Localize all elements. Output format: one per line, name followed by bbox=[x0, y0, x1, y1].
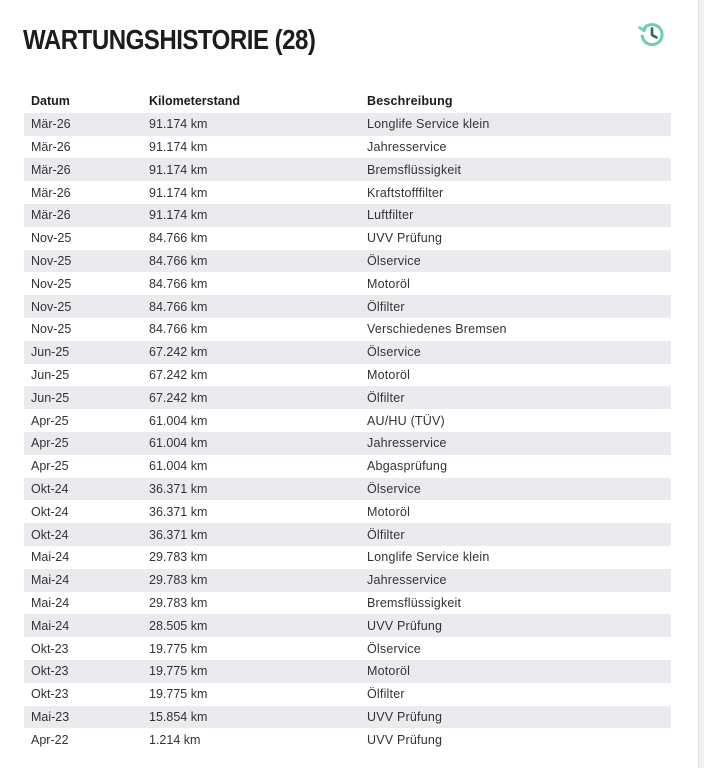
cell-description: UVV Prüfung bbox=[367, 709, 443, 724]
table-row bbox=[24, 318, 671, 341]
table-row bbox=[24, 683, 671, 706]
table-row bbox=[24, 136, 671, 159]
page-title: WARTUNGSHISTORIE (28) bbox=[23, 24, 316, 55]
cell-date: Apr-22 bbox=[31, 732, 69, 747]
table-row bbox=[24, 592, 671, 615]
cell-date: Nov-25 bbox=[31, 231, 72, 246]
table-row bbox=[24, 500, 671, 523]
cell-mileage: 91.174 km bbox=[149, 208, 208, 223]
cell-description: Verschiedenes Bremsen bbox=[367, 322, 507, 337]
cell-description: Ölfilter bbox=[367, 299, 405, 314]
table-row bbox=[24, 364, 671, 387]
cell-mileage: 67.242 km bbox=[149, 390, 208, 405]
cell-date: Nov-25 bbox=[31, 322, 72, 337]
cell-description: Motoröl bbox=[367, 276, 411, 291]
cell-date: Nov-25 bbox=[31, 276, 72, 291]
table-header bbox=[24, 90, 671, 113]
table-row bbox=[24, 204, 671, 227]
column-header-description: Beschreibung bbox=[367, 94, 453, 109]
cell-mileage: 91.174 km bbox=[149, 117, 208, 132]
maintenance-table bbox=[24, 90, 671, 751]
table-row bbox=[24, 569, 671, 592]
cell-description: Motoröl bbox=[367, 664, 411, 679]
table-row bbox=[24, 181, 671, 204]
cell-mileage: 36.371 km bbox=[149, 527, 208, 542]
cell-mileage: 91.174 km bbox=[149, 139, 208, 154]
cell-date: Okt-24 bbox=[31, 481, 69, 496]
table-body bbox=[24, 113, 671, 751]
cell-date: Apr-25 bbox=[31, 413, 69, 428]
cell-date: Mär-26 bbox=[31, 162, 71, 177]
cell-date: Mär-26 bbox=[31, 117, 71, 132]
cell-date: Mai-24 bbox=[31, 550, 70, 565]
cell-description: Ölfilter bbox=[367, 687, 405, 702]
cell-mileage: 91.174 km bbox=[149, 162, 208, 177]
cell-date: Mai-24 bbox=[31, 618, 70, 633]
cell-description: Ölfilter bbox=[367, 390, 405, 405]
cell-description: Ölservice bbox=[367, 641, 421, 656]
cell-description: Motoröl bbox=[367, 504, 411, 519]
cell-mileage: 19.775 km bbox=[149, 687, 208, 702]
cell-description: UVV Prüfung bbox=[367, 732, 443, 747]
cell-description: AU/HU (TÜV) bbox=[367, 413, 445, 428]
cell-description: Motoröl bbox=[367, 367, 411, 382]
table-row bbox=[24, 432, 671, 455]
cell-description: UVV Prüfung bbox=[367, 231, 443, 246]
cell-mileage: 84.766 km bbox=[149, 253, 208, 268]
cell-description: Jahresservice bbox=[367, 139, 447, 154]
cell-date: Mär-26 bbox=[31, 208, 71, 223]
cell-mileage: 67.242 km bbox=[149, 345, 208, 360]
table-row bbox=[24, 272, 671, 295]
cell-mileage: 61.004 km bbox=[149, 459, 208, 474]
cell-mileage: 84.766 km bbox=[149, 276, 208, 291]
cell-mileage: 15.854 km bbox=[149, 709, 208, 724]
cell-date: Apr-25 bbox=[31, 436, 69, 451]
cell-description: Kraftstofffilter bbox=[367, 185, 444, 200]
cell-date: Jun-25 bbox=[31, 390, 70, 405]
cell-mileage: 19.775 km bbox=[149, 664, 208, 679]
cell-date: Mär-26 bbox=[31, 139, 71, 154]
cell-mileage: 36.371 km bbox=[149, 481, 208, 496]
cell-description: Luftfilter bbox=[367, 208, 414, 223]
cell-mileage: 19.775 km bbox=[149, 641, 208, 656]
cell-date: Nov-25 bbox=[31, 299, 72, 314]
table-row bbox=[24, 706, 671, 729]
cell-date: Mai-24 bbox=[31, 573, 70, 588]
cell-mileage: 61.004 km bbox=[149, 413, 208, 428]
cell-mileage: 67.242 km bbox=[149, 367, 208, 382]
cell-date: Nov-25 bbox=[31, 253, 72, 268]
cell-date: Mai-24 bbox=[31, 595, 70, 610]
cell-description: Ölfilter bbox=[367, 527, 405, 542]
cell-description: Ölservice bbox=[367, 253, 421, 268]
table-row bbox=[24, 455, 671, 478]
cell-description: UVV Prüfung bbox=[367, 618, 443, 633]
table-row bbox=[24, 250, 671, 273]
cell-description: Jahresservice bbox=[367, 573, 447, 588]
cell-description: Longlife Service klein bbox=[367, 550, 490, 565]
cell-date: Okt-23 bbox=[31, 641, 69, 656]
table-row bbox=[24, 728, 671, 751]
history-clock-icon bbox=[636, 18, 668, 50]
cell-date: Jun-25 bbox=[31, 367, 70, 382]
cell-date: Okt-24 bbox=[31, 504, 69, 519]
cell-description: Bremsflüssigkeit bbox=[367, 162, 462, 177]
cell-mileage: 36.371 km bbox=[149, 504, 208, 519]
cell-description: Ölservice bbox=[367, 345, 421, 360]
table-row bbox=[24, 637, 671, 660]
table-row bbox=[24, 295, 671, 318]
cell-mileage: 61.004 km bbox=[149, 436, 208, 451]
cell-description: Ölservice bbox=[367, 481, 421, 496]
table-row bbox=[24, 113, 671, 136]
cell-mileage: 1.214 km bbox=[149, 732, 201, 747]
cell-date: Apr-25 bbox=[31, 459, 69, 474]
cell-mileage: 91.174 km bbox=[149, 185, 208, 200]
cell-description: Bremsflüssigkeit bbox=[367, 595, 462, 610]
cell-mileage: 84.766 km bbox=[149, 231, 208, 246]
table-row bbox=[24, 660, 671, 683]
table-row bbox=[24, 478, 671, 501]
table-row bbox=[24, 409, 671, 432]
table-row bbox=[24, 227, 671, 250]
cell-mileage: 84.766 km bbox=[149, 322, 208, 337]
cell-mileage: 28.505 km bbox=[149, 618, 208, 633]
table-row bbox=[24, 546, 671, 569]
cell-date: Okt-24 bbox=[31, 527, 69, 542]
cell-mileage: 29.783 km bbox=[149, 595, 208, 610]
cell-date: Mär-26 bbox=[31, 185, 71, 200]
cell-mileage: 29.783 km bbox=[149, 573, 208, 588]
table-row bbox=[24, 614, 671, 637]
cell-description: Abgasprüfung bbox=[367, 459, 448, 474]
cell-mileage: 84.766 km bbox=[149, 299, 208, 314]
table-row bbox=[24, 386, 671, 409]
table-row bbox=[24, 158, 671, 181]
history-button[interactable] bbox=[634, 16, 670, 52]
cell-mileage: 29.783 km bbox=[149, 550, 208, 565]
column-header-date: Datum bbox=[31, 94, 70, 109]
cell-date: Jun-25 bbox=[31, 345, 70, 360]
cell-date: Okt-23 bbox=[31, 664, 69, 679]
cell-date: Mai-23 bbox=[31, 709, 70, 724]
cell-description: Jahresservice bbox=[367, 436, 447, 451]
table-row bbox=[24, 523, 671, 546]
table-row bbox=[24, 341, 671, 364]
column-header-mileage: Kilometerstand bbox=[149, 94, 240, 109]
cell-description: Longlife Service klein bbox=[367, 117, 490, 132]
cell-date: Okt-23 bbox=[31, 687, 69, 702]
